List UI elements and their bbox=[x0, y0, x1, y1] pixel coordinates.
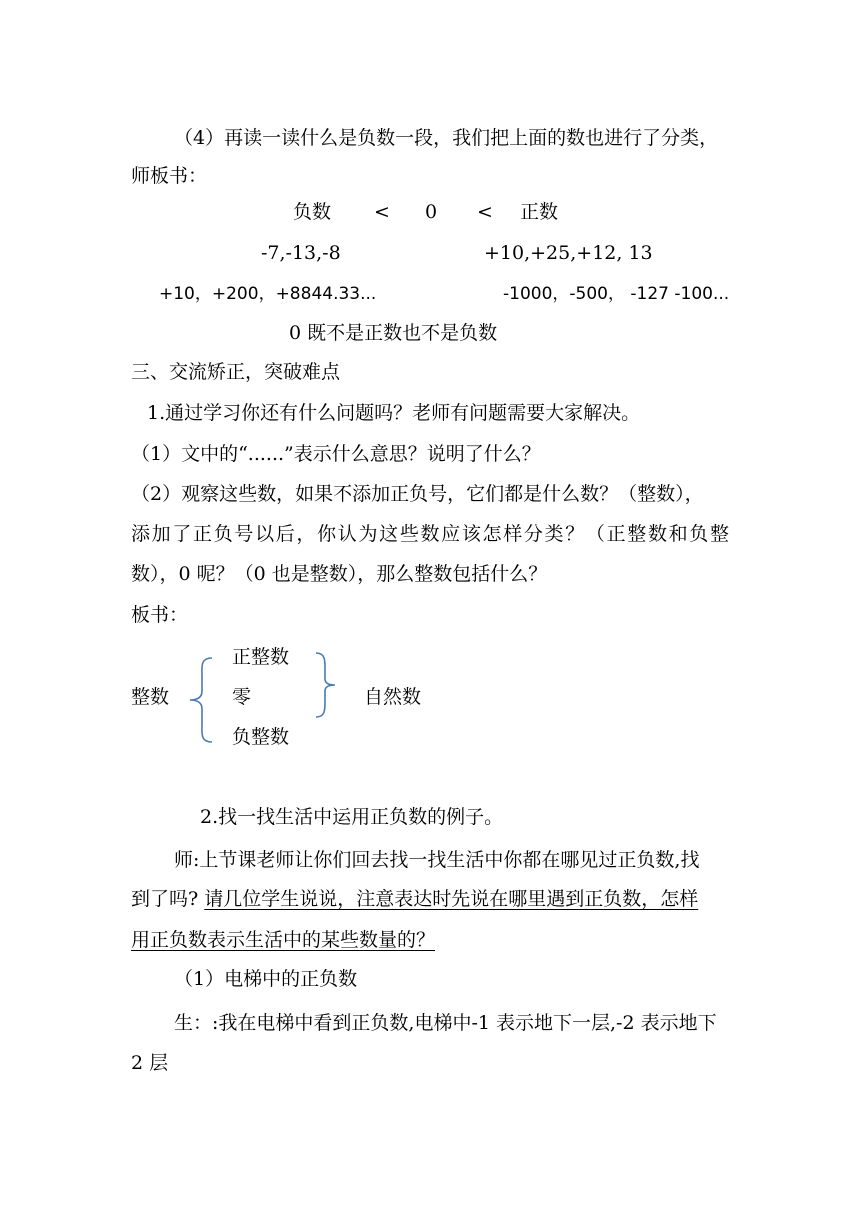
left-curly-brace bbox=[186, 655, 216, 745]
integer-label: 整数 bbox=[131, 686, 170, 708]
board-label: 板书： bbox=[131, 604, 189, 626]
board-positive-label: 正数 bbox=[520, 201, 559, 223]
board-less-than-2: < bbox=[477, 201, 493, 223]
part2-heading: 2.找一找生活中运用正负数的例子。 bbox=[200, 806, 504, 828]
p4-line2: 师板书： bbox=[131, 165, 208, 187]
integer-item-negative: 负整数 bbox=[232, 726, 290, 748]
student-line1: 生：:我在电梯中看到正负数,电梯中-1 表示地下一层,-2 表示地下 bbox=[174, 1012, 717, 1034]
teacher-line1: 师:上节课老师让你们回去找一找生活中你都在哪见过正负数,找 bbox=[174, 849, 700, 871]
section3-heading: 三、交流矫正，突破难点 bbox=[131, 361, 341, 383]
board-row2-left: +10，+200，+8844.33... bbox=[159, 284, 377, 304]
integer-item-positive: 正整数 bbox=[232, 646, 290, 668]
right-curly-brace bbox=[313, 650, 341, 720]
natural-numbers-label: 自然数 bbox=[364, 686, 422, 708]
board-positive-row1: +10,+25,+12, 13 bbox=[484, 242, 653, 264]
board-negative-label: 负数 bbox=[293, 201, 332, 223]
section3-q1: （1）文中的“......”表示什么意思？说明了什么？ bbox=[131, 443, 541, 465]
teacher-line3-underlined: 用正负数表示生活中的某些数量的？ bbox=[131, 929, 436, 951]
board-zero-note: 0 既不是正数也不是负数 bbox=[289, 322, 498, 344]
section3-q2-line3: 数），0 呢？（0 也是整数），那么整数包括什么？ bbox=[131, 563, 548, 585]
integer-item-zero: 零 bbox=[232, 686, 252, 708]
part2-sub1: （1）电梯中的正负数 bbox=[174, 968, 358, 990]
teacher-line2-underlined: 请几位学生说说，注意表达时先说在哪里遇到正负数，怎样 bbox=[204, 888, 699, 910]
board-zero: 0 bbox=[425, 201, 438, 223]
teacher-line2-plain: 到了吗? bbox=[131, 888, 205, 910]
board-less-than-1: < bbox=[374, 201, 390, 223]
section3-question-intro: 1.通过学习你还有什么问题吗？老师有问题需要大家解决。 bbox=[147, 402, 641, 424]
board-negative-row1: -7,-13,-8 bbox=[261, 242, 341, 264]
p4-line1: （4）再读一读什么是负数一段，我们把上面的数也进行了分类， bbox=[174, 127, 719, 149]
section3-q2-line1: （2）观察这些数，如果不添加正负号，它们都是什么数？（整数）， bbox=[131, 483, 704, 505]
board-row2-right: -1000，-500， -127 -100... bbox=[503, 284, 730, 304]
section3-q2-line2: 添加了正负号以后，你认为这些数应该怎样分类？（正整数和负整 bbox=[131, 523, 729, 545]
teacher-line2 bbox=[131, 886, 698, 912]
student-line2: 2 层 bbox=[131, 1052, 169, 1074]
